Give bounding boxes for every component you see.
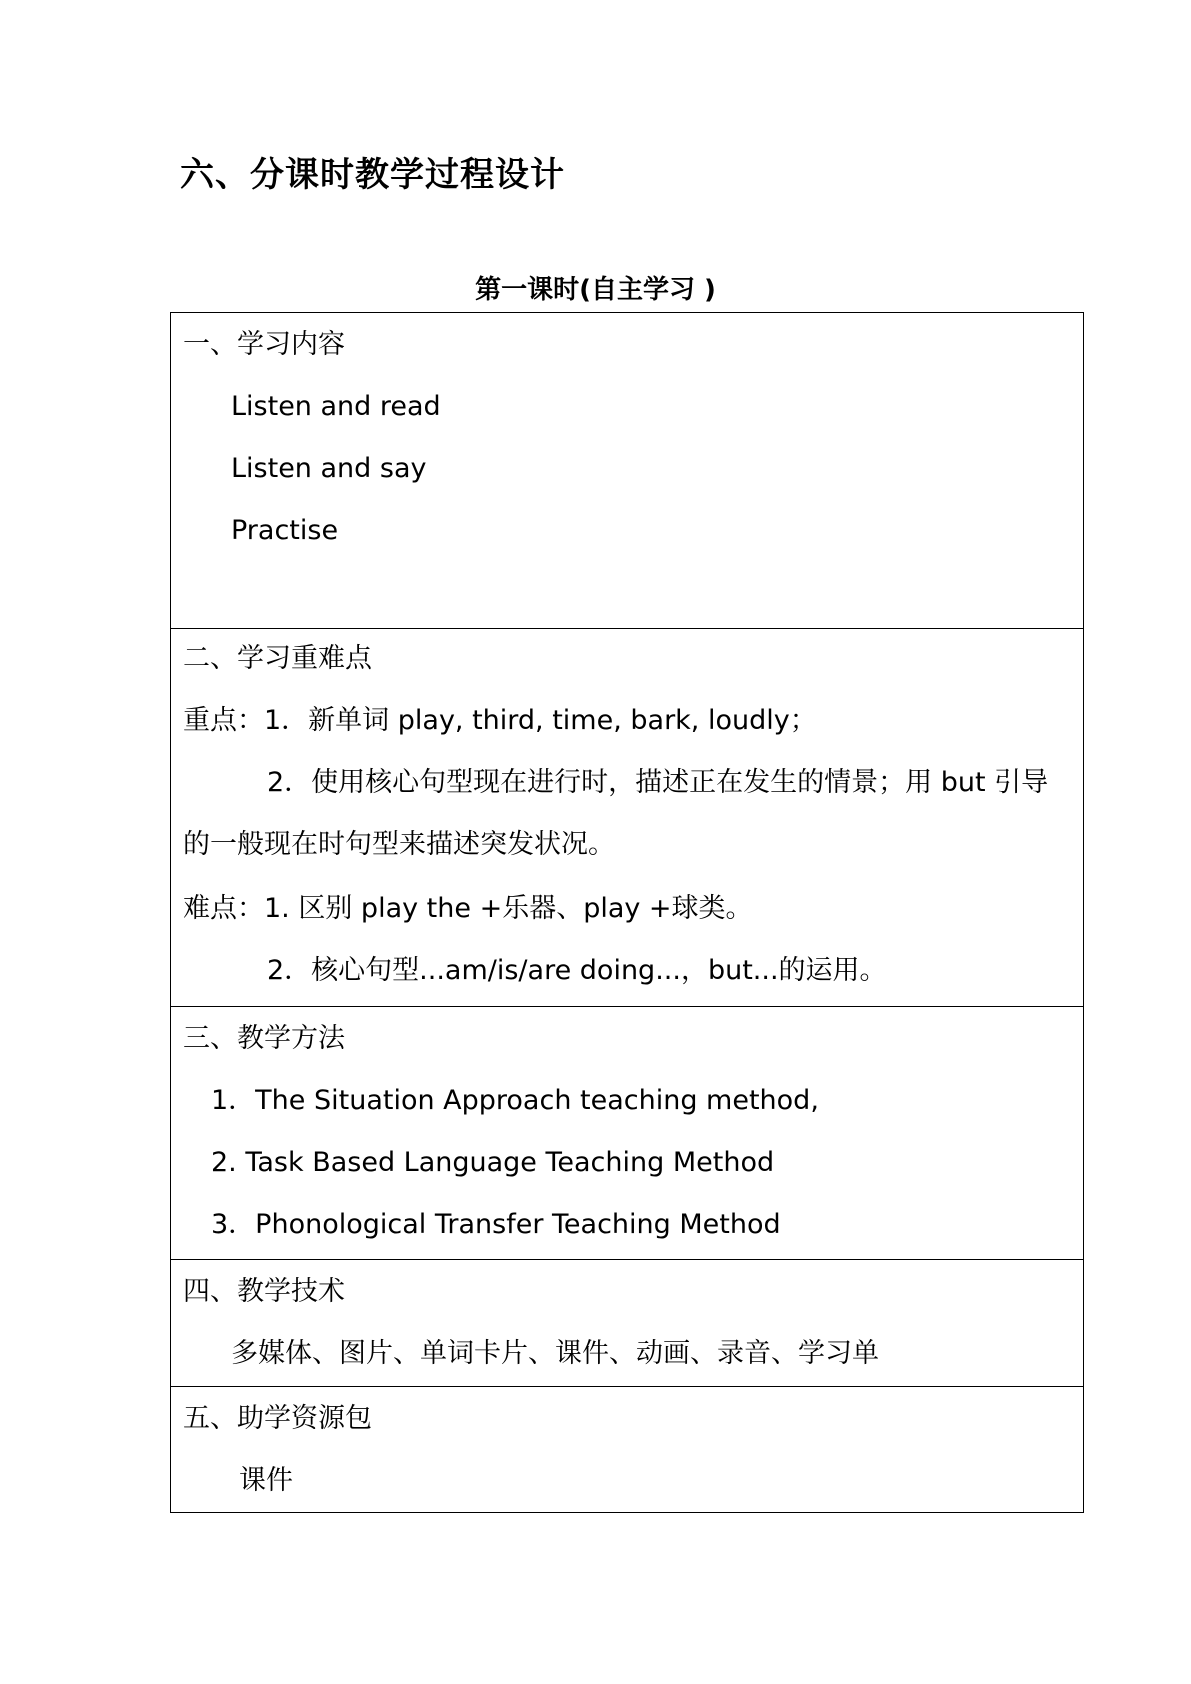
section-learning-content (171, 313, 1083, 628)
section-title: 三、教学方法 (183, 1023, 345, 1054)
section-resources (171, 1386, 1083, 1512)
resources-text: 课件 (239, 1465, 293, 1496)
list-item: 1．The Situation Approach teaching method, (211, 1085, 819, 1116)
section-title: 四、教学技术 (183, 1276, 345, 1307)
difficulty-line: 难点：1. 区别 play the +乐器、play +球类。 (183, 893, 753, 924)
lesson-plan-table (170, 312, 1084, 1513)
section-title: 一、学习内容 (183, 329, 345, 360)
section-title: 五、助学资源包 (183, 1403, 372, 1434)
page-heading: 六、分课时教学过程设计 (180, 155, 565, 195)
key-point-line: 2．使用核心句型现在进行时，描述正在发生的情景；用 but 引导 (267, 767, 1049, 798)
section-title: 二、学习重难点 (183, 643, 372, 674)
key-point-line: 重点：1．新单词 play, third, time, bark, loudly； (183, 705, 817, 736)
section-teaching-technology (171, 1259, 1083, 1386)
key-point-line: 的一般现在时句型来描述突发状况。 (183, 829, 615, 860)
list-item: 2. Task Based Language Teaching Method (211, 1147, 775, 1178)
list-item: Practise (231, 515, 339, 546)
list-item: 3．Phonological Transfer Teaching Method (211, 1209, 781, 1240)
list-item: Listen and say (231, 453, 427, 484)
technology-text: 多媒体、图片、单词卡片、课件、动画、录音、学习单 (231, 1338, 879, 1369)
difficulty-line: 2．核心句型...am/is/are doing...，but...的运用。 (267, 955, 887, 986)
section-key-points (171, 628, 1083, 1006)
list-item: Listen and read (231, 391, 441, 422)
lesson-subheading: 第一课时(自主学习 ) (475, 275, 716, 305)
section-teaching-methods (171, 1006, 1083, 1259)
